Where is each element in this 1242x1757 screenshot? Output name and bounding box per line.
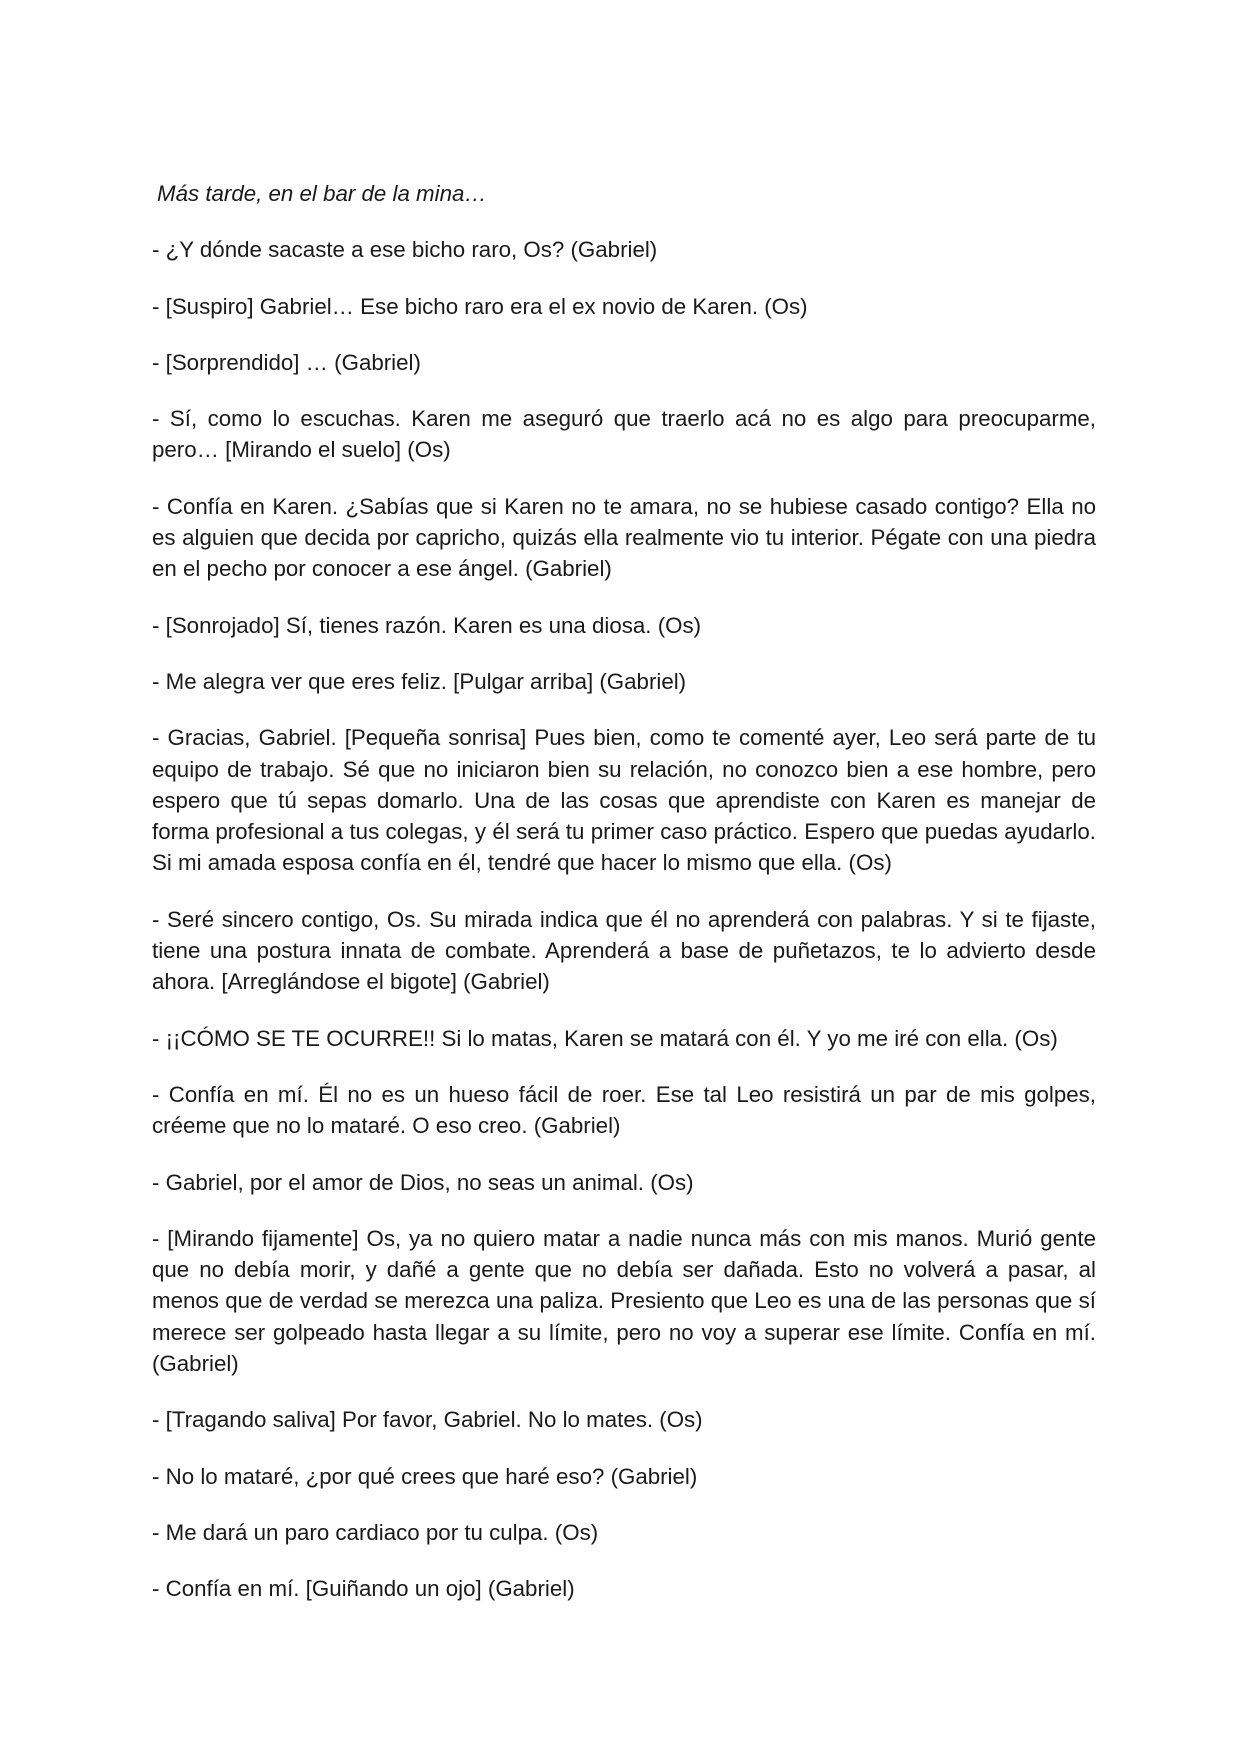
document-body: [152, 178, 1096, 1630]
dialogue-line: - Me alegra ver que eres feliz. [Pulgar arriba] (Gabriel): [152, 668, 687, 694]
dialogue-line: - ¡¡CÓMO SE TE OCURRE!! Si lo matas, Karen se matará con él. Y yo me iré con ella. (Os): [152, 1025, 1058, 1051]
dialogue-line: - [Sorprendido] … (Gabriel): [152, 349, 421, 375]
dialogue-line: - Confía en mí. Él no es un hueso fácil de roer. Ese tal Leo resistirá un par de mis golpes, créeme que no lo mataré. O eso creo. (Gabriel): [152, 1081, 1096, 1139]
dialogue-line: - [Tragando saliva] Por favor, Gabriel. No lo mates. (Os): [152, 1407, 703, 1433]
dialogue-line: - ¿Y dónde sacaste a ese bicho raro, Os? (Gabriel): [152, 237, 658, 263]
dialogue-line: - No lo mataré, ¿por qué crees que haré eso? (Gabriel): [152, 1463, 698, 1489]
dialogue-line: - [Mirando fijamente] Os, ya no quiero matar a nadie nunca más con mis manos. Murió gente que no debía morir, y dañé a gente que no debía ser dañada. Esto no volverá a pasar, al menos que de verdad se merezca una paliza. Presiento que Leo es una de las personas que sí merece ser golpeado hasta llegar a su límite, pero no voy a superar ese límite. Confía en mí. (Gabriel): [152, 1225, 1096, 1377]
scene-heading: Más tarde, en el bar de la mina…: [157, 181, 487, 206]
dialogue-line: - Gracias, Gabriel. [Pequeña sonrisa] Pues bien, como te comenté ayer, Leo será parte de tu equipo de trabajo. Sé que no iniciaron bien su relación, no conozco bien a ese hombre, pero espero que tú sepas domarlo. Una de las cosas que aprendiste con Karen es manejar de forma profesional a tus colegas, y él será tu primer caso práctico. Espero que puedas ayudarlo. Si mi amada esposa confía en él, tendré que hacer lo mismo que ella. (Os): [152, 725, 1096, 876]
dialogue-line: - Me dará un paro cardiaco por tu culpa. (Os): [152, 1519, 599, 1545]
dialogue-line: - [Suspiro] Gabriel… Ese bicho raro era el ex novio de Karen. (Os): [152, 293, 808, 319]
dialogue-line: - Seré sincero contigo, Os. Su mirada indica que él no aprenderá con palabras. Y si te fijaste, tiene una postura innata de combate. Aprenderá a base de puñetazos, te lo advierto desde ahora. [Arreglándose el bigote] (Gabriel): [152, 906, 1096, 995]
dialogue-line: - Gabriel, por el amor de Dios, no seas un animal. (Os): [152, 1169, 694, 1195]
dialogue-line: - [Sonrojado] Sí, tienes razón. Karen es una diosa. (Os): [152, 612, 702, 638]
dialogue-line: - Confía en mí. [Guiñando un ojo] (Gabriel): [152, 1576, 575, 1602]
dialogue-line: - Sí, como lo escuchas. Karen me aseguró que traerlo acá no es algo para preocuparme, pero… [Mirando el suelo] (Os): [152, 406, 1096, 463]
dialogue-line: - Confía en Karen. ¿Sabías que si Karen no te amara, no se hubiese casado contigo? Ella no es alguien que decida por capricho, quizás ella realmente vio tu interior. Pégate con una piedra en el pecho por conocer a ese ángel. (Gabriel): [152, 493, 1096, 582]
